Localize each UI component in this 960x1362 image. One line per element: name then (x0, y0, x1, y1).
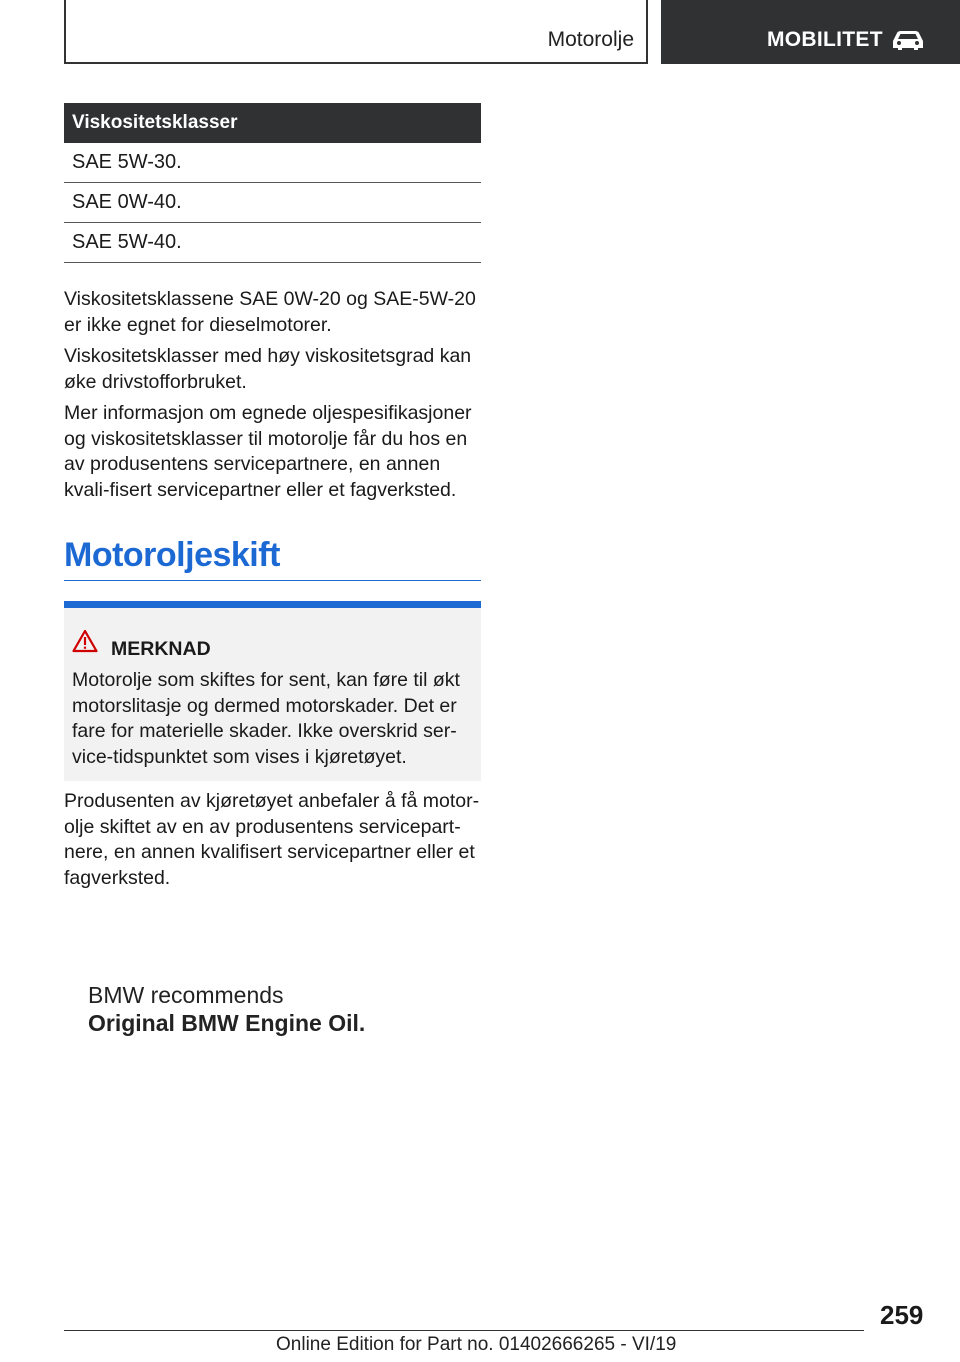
footer-edition: Online Edition for Part no. 01402666265 - VI/19 (276, 1334, 677, 1355)
table-header: Viskositetsklasser (64, 103, 481, 143)
table-row: SAE 5W-40. (64, 223, 481, 263)
ad-line-1: BMW recommends (88, 982, 284, 1008)
paragraph-consumption-note: Viskositetsklasser med høy viskositetsgrad kan øke drivstofforbruket. (64, 345, 472, 393)
paragraph-recommendation: Produsenten av kjøretøyet anbefaler å få motor-olje skiftet av en av produsentens servicepart-nere, en annen kvalifisert servicepartner eller et fagverksted. (64, 790, 480, 889)
warning-triangle-icon (72, 629, 98, 653)
section-heading: Motoroljeskift (64, 536, 481, 581)
viscosity-table (64, 103, 481, 263)
paragraph-diesel-note: Viskositetsklassene SAE 0W-20 og SAE-5W-20 er ikke egnet for dieselmotorer. (64, 288, 476, 336)
notice-text: Motorolje som skiftes for sent, kan føre til økt motorslitasje og dermed motorskader. Det er fare for materielle skader. Ikke overskrid ser-vice-tidspunktet som vises i kjøretøyet. (72, 669, 460, 768)
header-section-box (64, 0, 648, 64)
table-row: SAE 0W-40. (64, 183, 481, 223)
footer-divider (64, 1330, 864, 1331)
table-row: SAE 5W-30. (64, 143, 481, 183)
notice-box (64, 601, 481, 781)
header-chapter-title: MOBILITET (767, 28, 883, 51)
header-section-title: Motorolje (547, 28, 634, 51)
notice-title: MERKNAD (111, 638, 211, 660)
car-icon (890, 28, 926, 52)
ad-line-2: Original BMW Engine Oil. (88, 1010, 366, 1036)
paragraph-more-info: Mer informasjon om egnede oljespesifikasjoner og viskositetsklasser til motorolje får du hos en av produsentens servicepartnere, en annen kvali-fisert servicepartner eller et fagverksted. (64, 402, 472, 501)
header-chapter-box (661, 0, 960, 64)
page-number: 259 (880, 1300, 924, 1330)
